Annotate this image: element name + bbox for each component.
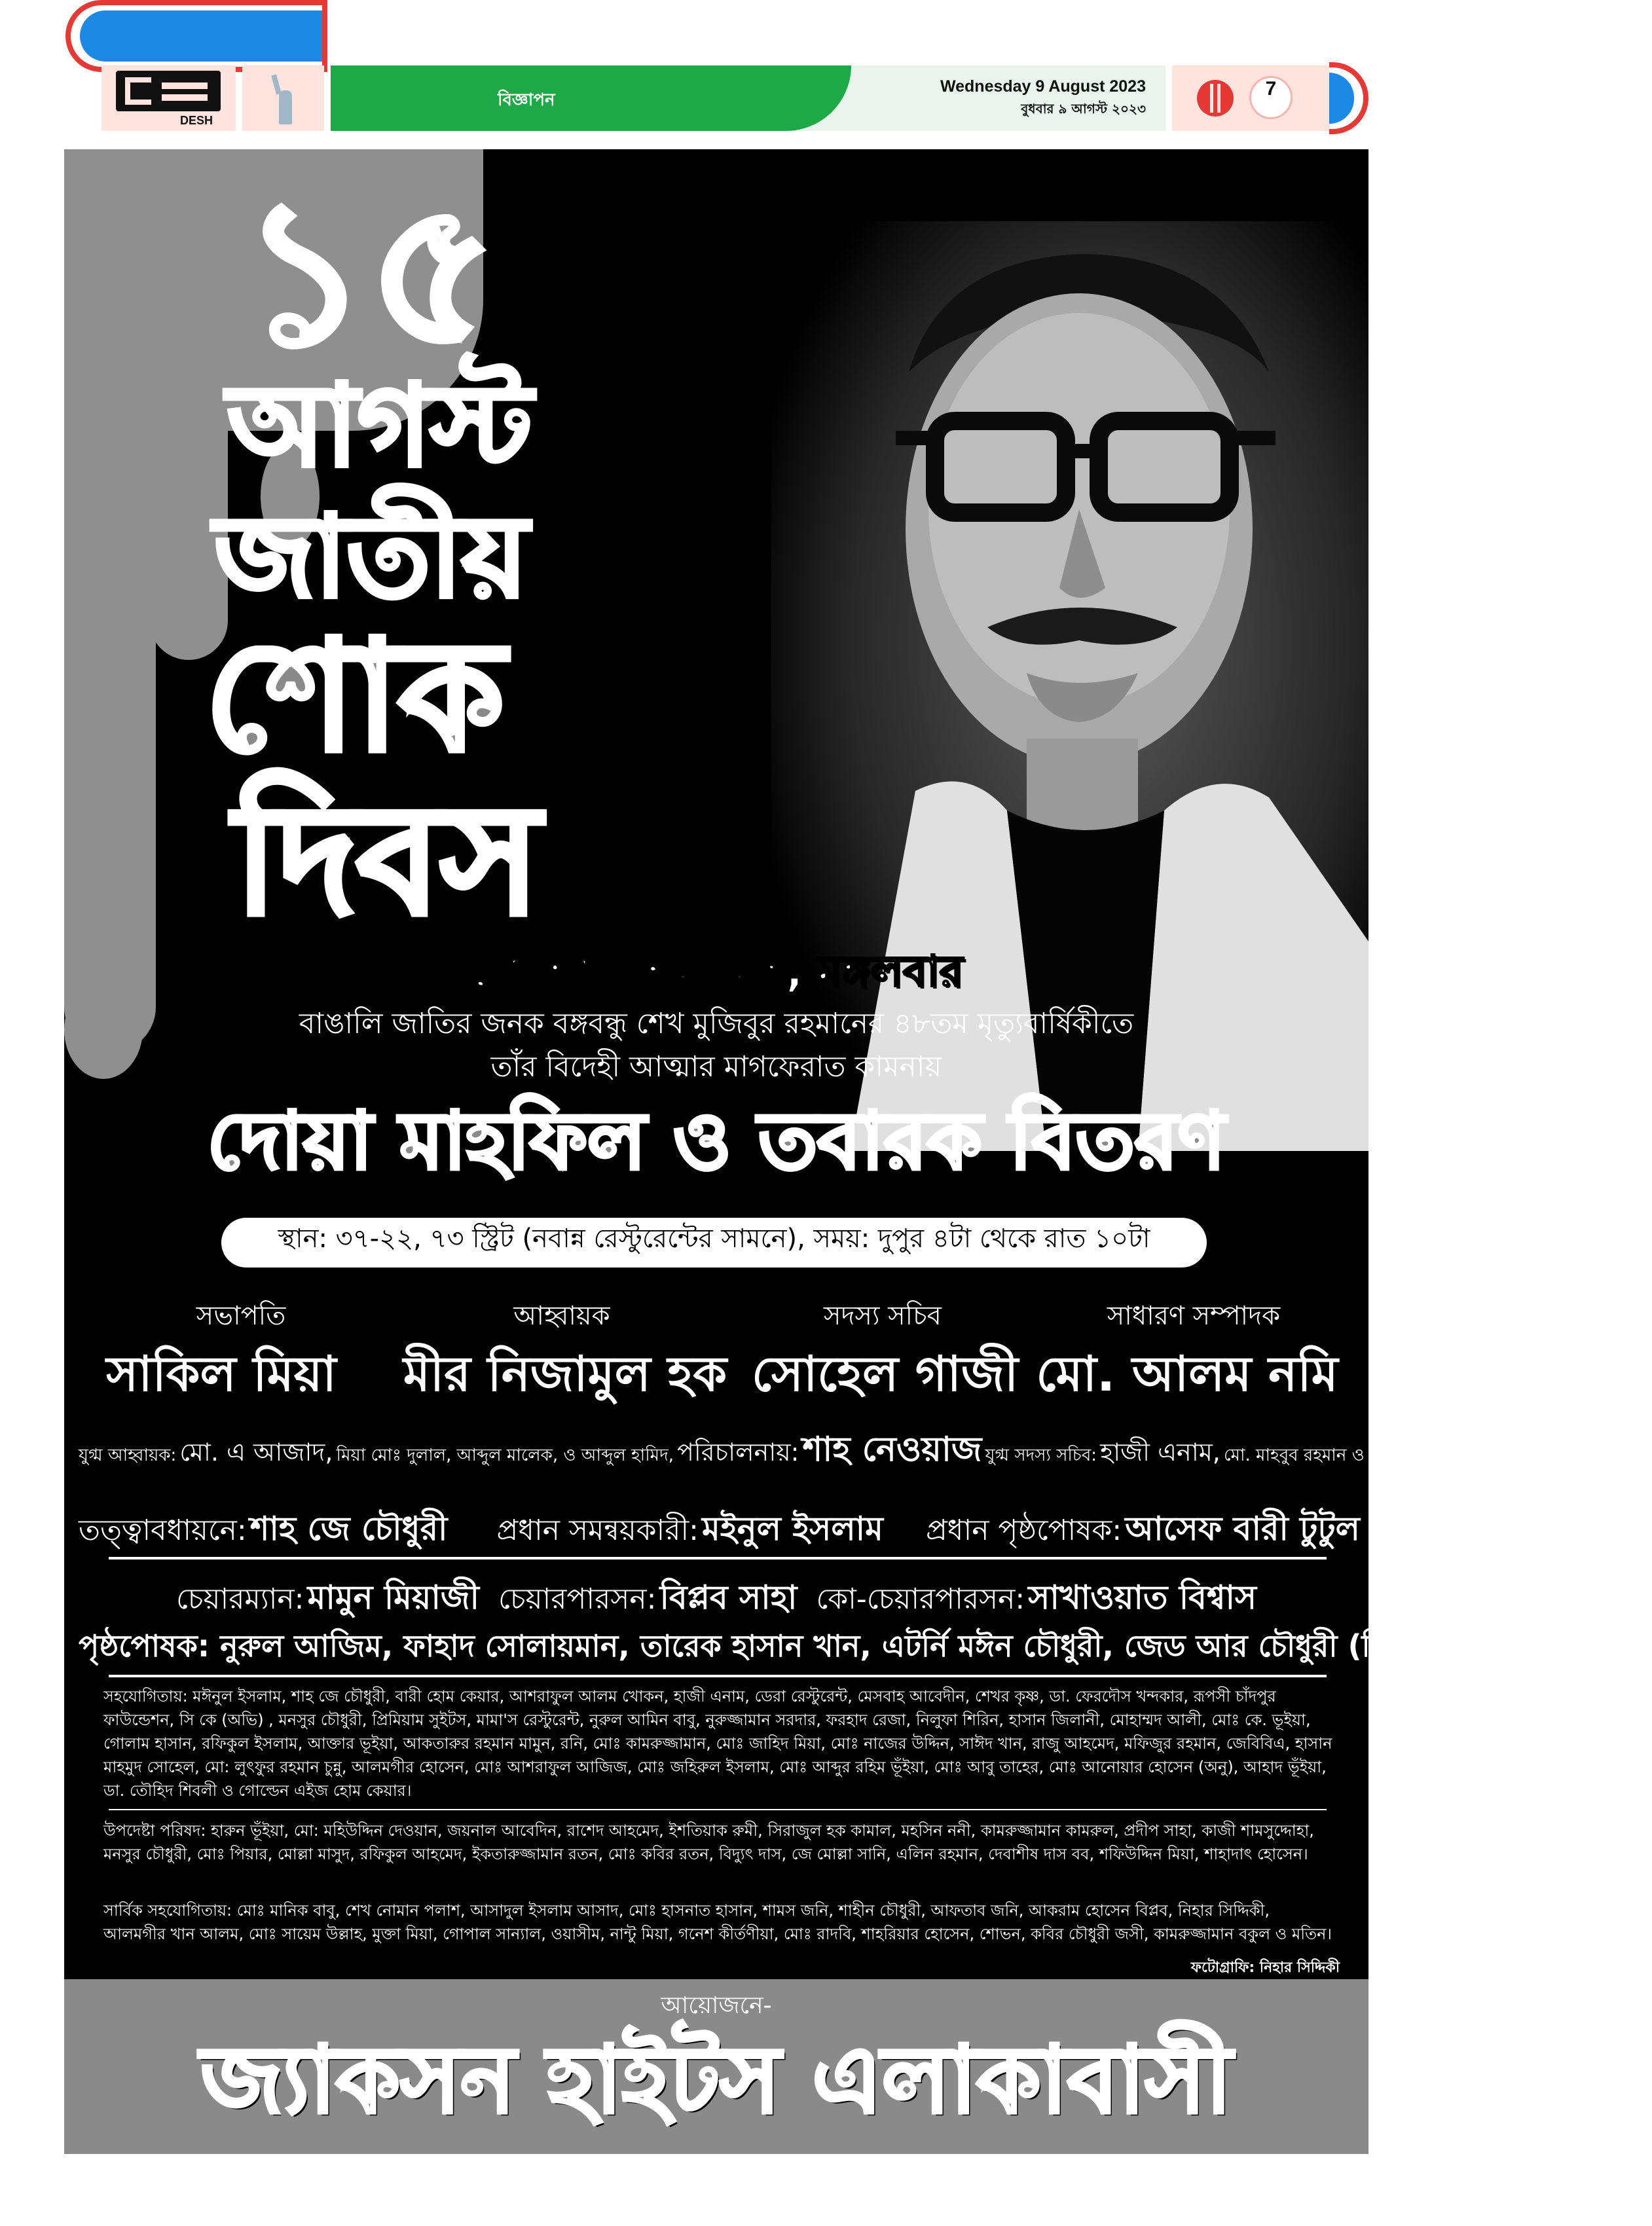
mourning-day-advertisement xyxy=(64,149,1652,2154)
header-left-cap xyxy=(65,0,327,72)
organizer-label: আয়োজনে- xyxy=(661,1992,772,2019)
organizer-name: জ্যাকসন হাইটস এলাকাবাসী xyxy=(200,2027,1232,2134)
desh-logo-icon xyxy=(116,71,221,111)
photo-credit: ফটোগ্রাফি: নিহার সিদ্দিকী xyxy=(1190,1960,1340,1976)
section-label: বিজ্ঞাপন xyxy=(498,90,555,110)
date-english: Wednesday 9 August 2023 xyxy=(940,77,1146,96)
officer-role: সাধারণ সম্পাদক xyxy=(1107,1301,1281,1331)
logo-subtitle: DESH xyxy=(180,114,213,127)
event-description-line1: বাঙালি জাতির জনক বঙ্গবন্ধু শেখ মুজিবুর রহমানের ৪৮তম মৃত্যুবার্ষিকীতে xyxy=(299,1007,1134,1040)
desh-logo[interactable] xyxy=(101,65,236,131)
officer-role: সভাপতি xyxy=(196,1301,286,1331)
divider xyxy=(109,1809,1327,1810)
cooperation-list: সহযোগিতায়: মঈনুল ইসলাম, শাহ জে চৌধুরী, বারী হোম কেয়ার, আশরাফুল আলম খোকন, হাজী এনাম, ডেরা রেস্টুরেন্ট, মেসবাহ আবেদীন, শেখর কৃষ্ণ, ডা. ফেরদৌস খন্দকার, রূপসী চাঁদপুর ফাউন্ডেশন, সি কে (অভি) , মনসুর চৌধুরী, প্রিমিয়াম সুইটস, মামা'স রেস্টুরেন্ট, নুরুল আমিন বাবু, নুরুজ্জামান সরদার, ফরহাদ রেজা, নিলুফা শিরিন, হাসান জিলানী, মোহাম্মদ আলী, মোঃ কে. ভূইয়া, গোলাম হাসান, রফিকুল ইসলাম, আক্তার ভূইয়া, আকতারুর রহমান মামুন, রনি, মোঃ কামরুজ্জামান, মোঃ জাহিদ মিয়া, মোঃ নাজের উদ্দিন, সাঈদ খান, রাজু আহমেদ, মফিজুর রহমান, জেবিবিএ, হাসান মাহমুদ সোহেল, মো: লুৎফুর রহমান চুন্নু, আলমগীর হোসেন, মোঃ আশরাফুল আজিজ, মোঃ জহিরুল ইসলাম, মোঃ আব্দুর রহিম ভূঁইয়া, মোঃ আবু তাহের, মোঃ আনোয়ার হোসেন (অনু), আহাদ ভূঁইয়া, ডা. তৌহিদ শিবলী ও গোল্ডেন এইজ হোম কেয়ার। xyxy=(103,1687,1332,1800)
officer-roles xyxy=(64,1295,1368,1331)
event-description-line2: তাঁর বিদেহী আত্মার মাগফেরাত কামনায় xyxy=(490,1050,942,1084)
flag-icon xyxy=(1197,80,1234,117)
title-mourning: শোক xyxy=(205,610,505,784)
officer-name: সোহেল গাজী xyxy=(752,1346,1019,1402)
title-number: ১৫ xyxy=(241,159,496,388)
title-national: জাতীয় xyxy=(215,492,528,622)
date-bangla: বুধবার ৯ আগস্ট ২০২৩ xyxy=(1021,101,1146,117)
title-august: আগস্ট xyxy=(228,361,532,491)
event-date: ১৫ আগস্ট ২০২৩, মঙ্গলবার xyxy=(469,946,963,996)
event-headline: দোয়া মাহফিল ও তবারক বিতরণ xyxy=(207,1096,1226,1187)
page-number-panel xyxy=(1172,65,1329,131)
venue-time: স্থান: ৩৭-২২, ৭৩ স্ট্রিট (নবান্ন রেস্টুরেন্টের সামনে), সময়: দুপুর ৪টা থেকে রাত ১০টা xyxy=(221,1218,1207,1268)
title-day: দিবস xyxy=(234,773,540,948)
divider xyxy=(109,1675,1327,1677)
liberty-statue-icon xyxy=(242,65,324,131)
patrons-line: পৃষ্ঠপোষক: নুরুল আজিম, ফাহাদ সোলায়মান, তারেক হাসান খান, এটর্নি মঈন চৌধুরী, জেড আর চৌধুরী (লিটু), ও আহসান হাবিব xyxy=(79,1628,1652,1664)
overall-cooperation-list: সার্বিক সহযোগিতায়: মোঃ মানিক বাবু, শেখ নোমান পলাশ, আসাদুল ইসলাম আসাদ, মোঃ হাসনাত হাসান, শামস জনি, শাহীন চৌধুরী, আফতাব জনি, আকরাম হোসেন বিপ্লব, নিহার সিদ্দিকী, আলমগীর খান আলম, মোঃ সায়েম উল্লাহ, মুক্তা মিয়া, গোপাল সান্যাল, ওয়াসীম, নান্টু মিয়া, গনেশ কীর্তণীয়া, মোঃ রাদবি, শাহরিয়ার হোসেন, শোভন, কবির চৌধুরী জসী, কামরুজ্জামান বকুল ও মতিন। xyxy=(103,1901,1332,1943)
chairperson-line: চেয়ারম্যান: মামুন মিয়াজী চেয়ারপারসন: বিপ্লব সাহা কো-চেয়ারপারসন: সাখাওয়াত বিশ্বাস xyxy=(175,1578,1257,1616)
joint-conveners-line: যুগ্ম আহ্বায়ক: মো. এ আজাদ, মিয়া মোঃ দুলাল, আব্দুল মালেক, ও আব্দুল হামিদ, পরিচালনায়: শাহ নেওয়াজ যুগ্ম সদস্য সচিব: হাজী এনাম, মো. মাহবুব রহমান ও ডিউক খান xyxy=(79,1430,1444,1469)
officer-name: সাকিল মিয়া xyxy=(106,1346,337,1402)
officer-name: মো. আলম নমি xyxy=(1036,1346,1338,1402)
officer-role: সদস্য সচিব xyxy=(824,1301,942,1331)
officer-role: আহ্বায়ক xyxy=(513,1301,610,1331)
officer-name: মীর নিজামুল হক xyxy=(403,1346,727,1402)
divider xyxy=(109,1557,1327,1560)
page-number: 7 xyxy=(1249,76,1293,119)
leadership-line: তত্ত্বাবধায়নে: শাহ জে চৌধুরী প্রধান সমন্বয়কারী: মইনুল ইসলাম প্রধান পৃষ্ঠপোষক: আসেফ বারী টুটুল xyxy=(79,1510,1360,1548)
advisory-council-list: উপদেষ্টা পরিষদ: হারুন ভূঁইয়া, মো: মহিউদ্দিন দেওয়ান, জয়নাল আবেদিন, রাশেদ আহমেদ, ইশতিয়াক রুমী, সিরাজুল হক কামাল, মহসিন ননী, কামরুজ্জামান কামরুল, প্রদীপ সাহা, কাজী শামসুদ্দোহা, মনসুর চৌধুরী, মোঃ পিয়ার, মোল্লা মাসুদ, রফিকুল আহমেদ, ইকতারুজ্জামান রতন, মোঃ কবির রতন, বিদ্যুৎ দাস, জে মোল্লা সানি, এলিন রহমান, দেবাশীষ দাস বব, শফিউদ্দিন মিয়া, শাহাদাৎ হোসেন। xyxy=(103,1821,1314,1863)
officer-names xyxy=(64,1338,1368,1410)
